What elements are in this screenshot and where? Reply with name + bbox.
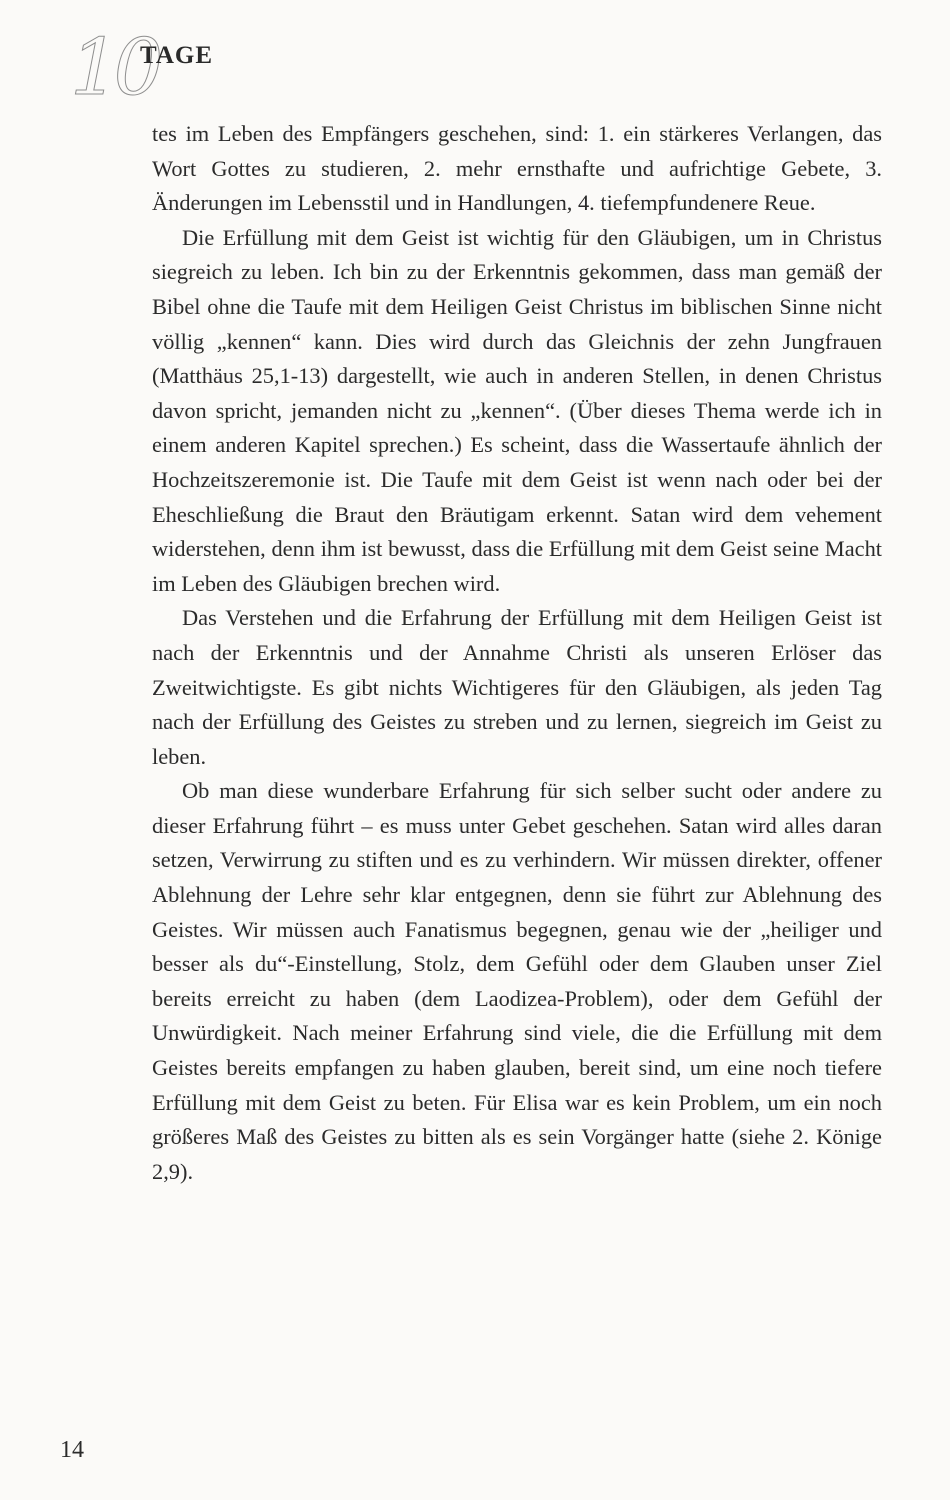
page-number: 14	[60, 1437, 84, 1463]
running-header	[70, 23, 470, 113]
chapter-title: TAGE	[140, 42, 213, 69]
paragraph: Die Erfüllung mit dem Geist ist wichtig für den Gläubigen, um in Christus siegreich zu leben. Ich bin zu der Erkenntnis gekommen, dass man gemäß der Bibel ohne die Taufe mit dem Heiligen Geist Christus im biblischen Sinne nicht völlig „kennen“ kann. Dies wird durch das Gleichnis der zehn Jungfrauen (Matthäus 25,1-13) dargestellt, wie auch in anderen Stellen, in denen Christus davon spricht, jemanden nicht zu „kennen“. (Über dieses Thema werde ich in einem anderen Kapitel sprechen.) Es scheint, dass die Wassertaufe ähnlich der Hochzeitszeremonie ist. Die Taufe mit dem Geist ist wenn nach oder bei der Eheschließung die Braut den Bräutigam erkennt. Satan wird dem vehement widerstehen, denn ihm ist bewusst, dass die Erfüllung mit dem Geist seine Macht im Leben des Gläubigen brechen wird.	[152, 224, 882, 596]
paragraph: Das Verstehen und die Erfahrung der Erfüllung mit dem Heiligen Geist ist nach der Erkenntnis und der Annahme Christi als unseren Erlöser das Zweitwichtigste. Es gibt nichts Wichtigeres für den Gläubigen, als jeden Tag nach der Erfüllung des Geistes zu streben und zu lernen, siegreich im Geist zu leben.	[152, 605, 882, 769]
paragraph: Ob man diese wunderbare Erfahrung für sich selber sucht oder andere zu dieser Erfahrung führt – es muss unter Gebet geschehen. Satan wird alles daran setzen, Verwirrung zu stiften und es zu verhindern. Wir müssen direkter, offener Ablehnung der Lehre sehr klar entgegnen, denn sie führt zur Ablehnung des Geistes. Wir müssen auch Fanatismus begegnen, genau wie der „heiliger und besser als du“-Einstellung, Stolz, dem Gefühl oder dem Glauben unser Ziel bereits erreicht zu haben (dem Laodizea-Problem), oder dem Gefühl der Unwürdigkeit. Nach meiner Erfahrung sind viele, die die Erfüllung mit dem Geistes bereits empfangen zu haben glauben, bereit sind, um eine noch tiefere Erfüllung mit dem Geist zu beten. Für Elisa war es kein Problem, um ein noch größeres Maß des Geistes zu bitten als es sein Vorgänger hatte (siehe 2. Könige 2,9).	[152, 778, 882, 1184]
body-text	[152, 117, 882, 1189]
chapter-number: 10	[70, 23, 158, 113]
paragraph-continued: tes im Leben des Empfängers geschehen, sind: 1. ein stärkeres Verlangen, das Wort Gottes zu studieren, 2. mehr ernsthafte und aufrichtige Gebete, 3. Änderungen im Lebensstil und in Handlungen, 4. tiefempfundenere Reue.	[152, 121, 882, 216]
